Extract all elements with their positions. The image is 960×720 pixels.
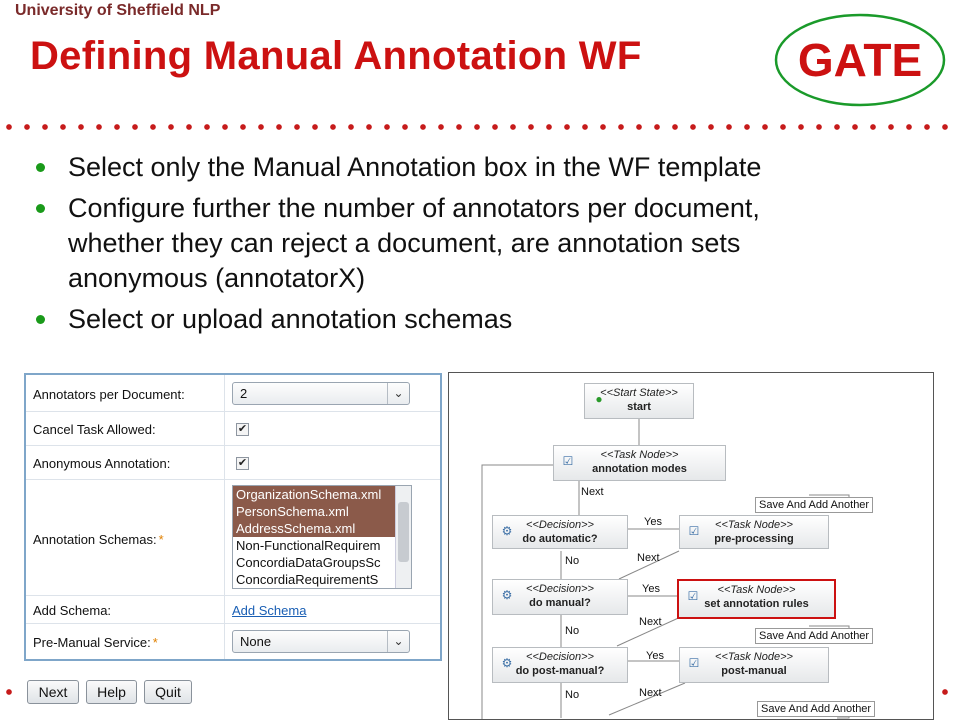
bullet-item: [34, 191, 934, 296]
cancel-checkbox[interactable]: ✔: [237, 423, 248, 435]
bullet-line: anonymous (annotatorX): [68, 263, 366, 293]
task-icon: ☑: [562, 454, 574, 468]
schema-option[interactable]: ConcordiaDataGroupsSc: [236, 555, 381, 570]
add-schema-link[interactable]: Add Schema: [232, 603, 307, 618]
pre-processing-node[interactable]: ☑ <<Task Node>> pre-processing: [679, 515, 829, 549]
divider-dots-right: [936, 688, 960, 696]
listbox-scrollbar[interactable]: [395, 486, 411, 588]
next-button[interactable]: Next: [27, 680, 79, 704]
bullet-line: Select only the Manual Annotation box in the WF template: [68, 152, 762, 182]
edge-label-next: Next: [639, 616, 662, 628]
task-icon: ☑: [688, 524, 700, 538]
set-annotation-rules-node[interactable]: ☑ <<Task Node>> set annotation rules: [677, 579, 836, 619]
premanual-row: [26, 624, 440, 659]
save-add-tag: Save And Add Another: [755, 497, 873, 513]
required-mark: *: [152, 635, 158, 650]
premanual-value: None: [240, 634, 272, 649]
do-manual-node[interactable]: ⚙ <<Decision>> do manual?: [492, 579, 628, 615]
schema-option[interactable]: AddressSchema.xml: [233, 520, 395, 537]
quit-button[interactable]: Quit: [144, 680, 192, 704]
add-schema-label: Add Schema:: [33, 603, 112, 618]
bullet-list: [34, 150, 934, 343]
bullet-item: [34, 150, 934, 185]
workflow-diagram: [448, 372, 934, 720]
do-automatic-node[interactable]: ⚙ <<Decision>> do automatic?: [492, 515, 628, 549]
logo-text: GATE: [797, 34, 923, 86]
edge-label-yes: Yes: [646, 650, 664, 662]
annotators-row: [26, 375, 440, 412]
anonymous-checkbox[interactable]: ✔: [237, 457, 248, 469]
edge-label-next: Next: [581, 486, 604, 498]
bullet-line: Configure further the number of annotators per document,: [68, 193, 760, 223]
cancel-label: Cancel Task Allowed:: [33, 422, 156, 437]
start-state-node[interactable]: ● <<Start State>> start: [584, 383, 694, 419]
anonymous-row: [26, 446, 440, 480]
premanual-label: Pre-Manual Service: *: [33, 635, 158, 650]
decision-icon: ⚙: [501, 524, 513, 538]
task-icon: ☑: [688, 656, 700, 670]
edge-label-yes: Yes: [644, 516, 662, 528]
org-name: University of Sheffield NLP: [15, 2, 221, 19]
wf-config-form: [24, 373, 442, 661]
annotators-value: 2: [240, 386, 248, 401]
chevron-down-icon: ⌄: [387, 383, 409, 404]
schema-option[interactable]: PersonSchema.xml: [233, 503, 395, 520]
post-manual-node[interactable]: ☑ <<Task Node>> post-manual: [679, 647, 829, 683]
schema-option[interactable]: ConcordiaRequirementS: [236, 572, 379, 587]
annotation-modes-node[interactable]: ☑ <<Task Node>> annotation modes: [553, 445, 726, 481]
premanual-select[interactable]: [232, 630, 410, 653]
schema-option[interactable]: Non-FunctionalRequirem: [236, 538, 381, 553]
save-add-tag: Save And Add Another: [757, 701, 875, 717]
cancel-row: [26, 412, 440, 446]
page-title: Defining Manual Annotation WF: [30, 34, 642, 78]
bullet-line: Select or upload annotation schemas: [68, 304, 513, 334]
edge-label-next: Next: [639, 687, 662, 699]
schemas-row: [26, 480, 440, 596]
edge-label-yes: Yes: [642, 583, 660, 595]
divider-dots-left: [0, 688, 24, 696]
edge-label-no: No: [565, 625, 580, 637]
bullet-line: whether they can reject a document, are annotation sets: [68, 228, 741, 258]
bullet-item: [34, 302, 934, 337]
schemas-label: Annotation Schemas: *: [33, 532, 164, 547]
add-schema-row: [26, 596, 440, 624]
task-icon: ☑: [687, 589, 699, 603]
decision-icon: ⚙: [501, 588, 513, 602]
annotators-select[interactable]: [232, 382, 410, 405]
decision-icon: ⚙: [501, 656, 513, 670]
do-post-manual-node[interactable]: ⚙ <<Decision>> do post-manual?: [492, 647, 628, 683]
gate-logo: [774, 12, 946, 108]
edge-label-no: No: [565, 689, 580, 701]
annotators-label: Annotators per Document:: [33, 387, 185, 402]
help-button[interactable]: Help: [86, 680, 137, 704]
chevron-down-icon: ⌄: [387, 631, 409, 652]
edge-label-no: No: [565, 555, 580, 567]
play-icon: ●: [595, 392, 603, 406]
anonymous-label: Anonymous Annotation:: [33, 456, 171, 471]
required-mark: *: [158, 532, 164, 547]
schemas-listbox[interactable]: [232, 485, 412, 589]
divider-dots: [0, 123, 960, 131]
schema-option[interactable]: OrganizationSchema.xml: [233, 486, 395, 503]
edge-label-next: Next: [637, 552, 660, 564]
save-add-tag: Save And Add Another: [755, 628, 873, 644]
